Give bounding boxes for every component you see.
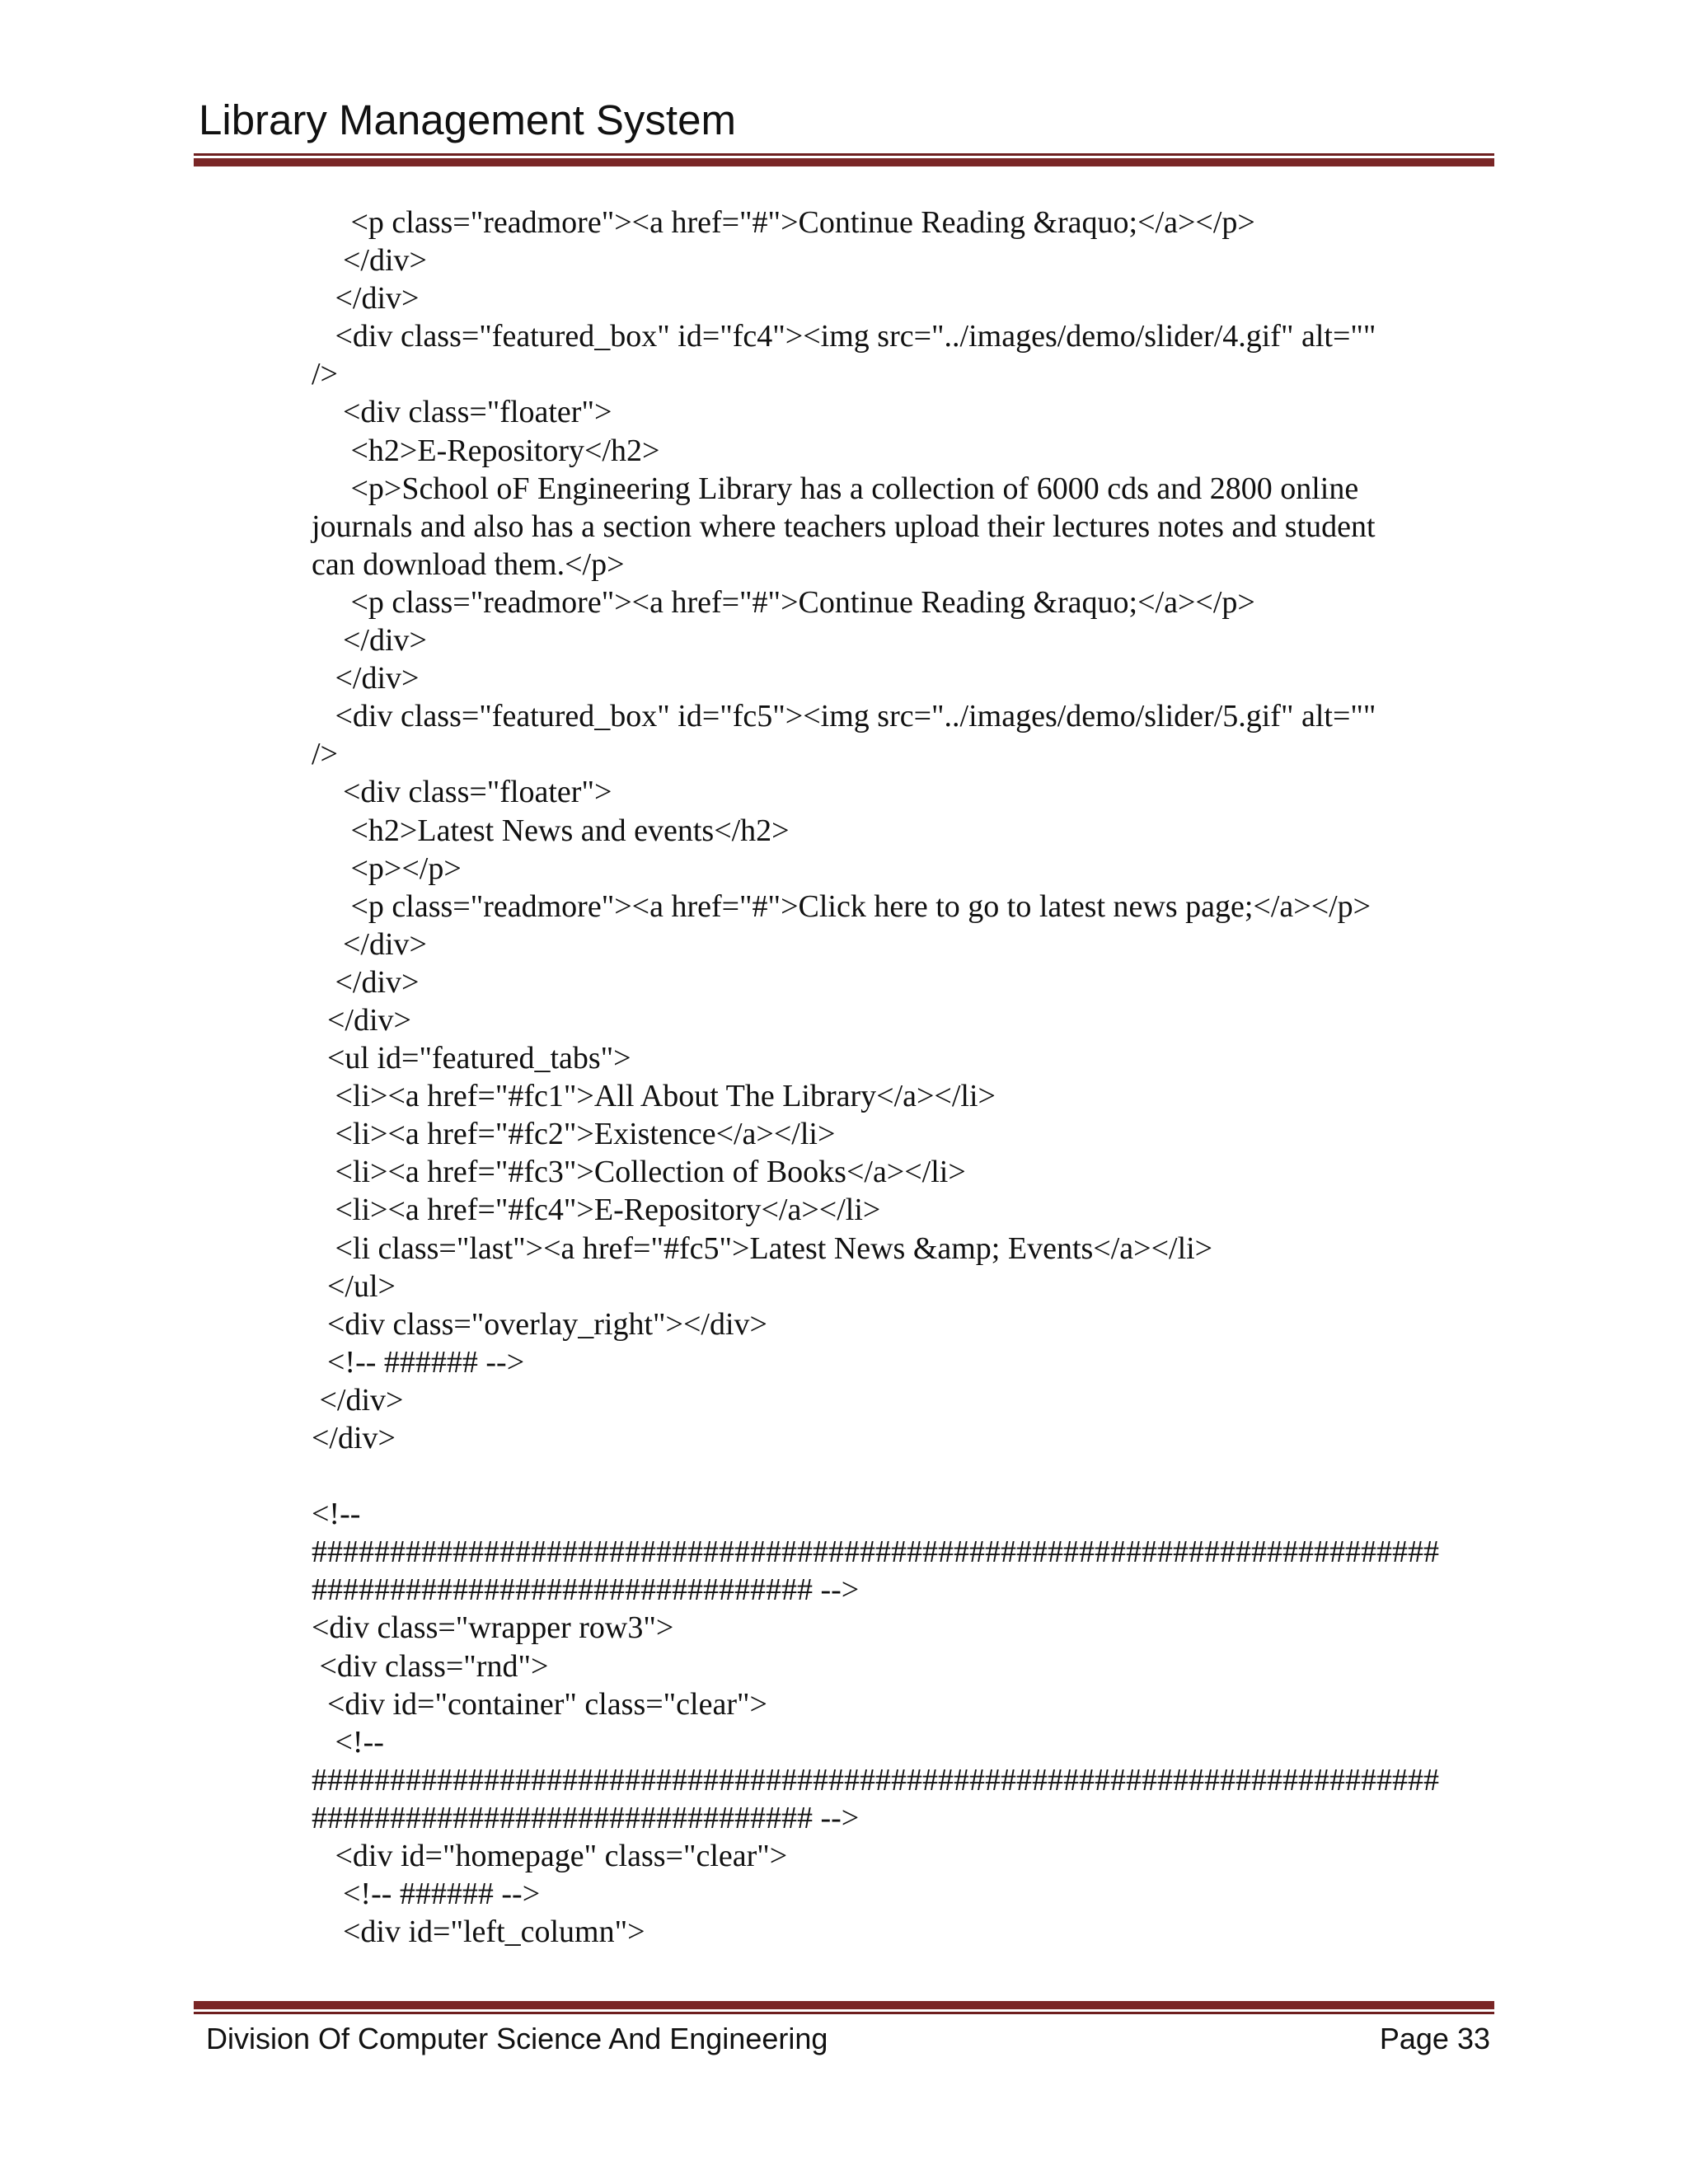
- code-listing: [312, 204, 1498, 1951]
- code-line: </div>: [312, 661, 420, 696]
- code-line: ########################################################################: [312, 1535, 1439, 1570]
- code-line: </div>: [312, 964, 420, 1000]
- code-line: <!--: [312, 1724, 384, 1760]
- code-line: </ul>: [312, 1268, 396, 1304]
- code-line: />: [312, 357, 338, 392]
- code-line: <li><a href="#fc3">Collection of Books</a></li>: [312, 1155, 966, 1190]
- footer-division-label: Division Of Computer Science And Engineering: [206, 2022, 828, 2055]
- code-line: <li><a href="#fc4">E-Repository</a></li>: [312, 1193, 881, 1228]
- code-line: <p class="readmore"><a href="#">Click here to go to latest news page;</a></p>: [312, 888, 1372, 924]
- code-line: <p></p>: [312, 851, 462, 886]
- code-line: <p>School oF Engineering Library has a collection of 6000 cds and 2800 online: [312, 471, 1359, 506]
- page-number: Page 33: [1379, 2022, 1490, 2055]
- page-header-title: Library Management System: [199, 96, 736, 143]
- code-line: <div class="featured_box" id="fc4"><img src="../images/demo/slider/4.gif" alt="": [312, 319, 1376, 354]
- code-line: <h2>E-Repository</h2>: [312, 433, 660, 468]
- footer-rule-thick: [194, 2001, 1494, 2009]
- code-line: <div class="wrapper row3">: [312, 1610, 674, 1646]
- code-line: </div>: [312, 623, 427, 658]
- code-line: <p class="readmore"><a href="#">Continue Reading &raquo;</a></p>: [312, 584, 1255, 620]
- code-line: <div class="overlay_right"></div>: [312, 1306, 767, 1342]
- code-line: <div class="floater">: [312, 775, 612, 810]
- code-line: <div class="floater">: [312, 395, 612, 430]
- code-line: can download them.</p>: [312, 546, 625, 582]
- code-line: ########################################################################: [312, 1762, 1439, 1797]
- code-line: <h2>Latest News and events</h2>: [312, 813, 790, 848]
- code-line: <div class="rnd">: [312, 1648, 549, 1684]
- code-line: ################################ -->: [312, 1800, 860, 1835]
- code-line: <li><a href="#fc1">All About The Library</a></li>: [312, 1079, 996, 1114]
- header-rule-thin: [194, 153, 1494, 156]
- code-line: </div>: [312, 1002, 411, 1038]
- code-line: </div>: [312, 926, 427, 962]
- code-line: <!-- ###### -->: [312, 1877, 541, 1912]
- header-rule-thick: [194, 158, 1494, 166]
- code-line: <div class="featured_box" id="fc5"><img src="../images/demo/slider/5.gif" alt="": [312, 699, 1376, 734]
- footer-rule-thin: [194, 2012, 1494, 2014]
- code-line: <ul id="featured_tabs">: [312, 1041, 631, 1076]
- code-line: <p class="readmore"><a href="#">Continue Reading &raquo;</a></p>: [312, 205, 1255, 240]
- code-line: <div id="left_column">: [312, 1915, 645, 1950]
- code-line: [312, 1457, 1498, 1495]
- code-line: <!-- ###### -->: [312, 1344, 525, 1380]
- code-line: <!--: [312, 1497, 361, 1532]
- code-line: </div>: [312, 243, 427, 279]
- code-line: ################################ -->: [312, 1572, 860, 1608]
- code-line: <li><a href="#fc2">Existence</a></li>: [312, 1117, 836, 1152]
- code-line: />: [312, 737, 338, 772]
- code-line: <div id="homepage" class="clear">: [312, 1839, 788, 1874]
- code-line: </div>: [312, 1421, 396, 1455]
- code-line: </div>: [312, 1382, 404, 1418]
- code-line: journals and also has a section where teachers upload their lectures notes and student: [312, 509, 1376, 544]
- code-line: </div>: [312, 281, 420, 316]
- code-line: <li class="last"><a href="#fc5">Latest News &amp; Events</a></li>: [312, 1230, 1213, 1266]
- code-line: <div id="container" class="clear">: [312, 1686, 767, 1722]
